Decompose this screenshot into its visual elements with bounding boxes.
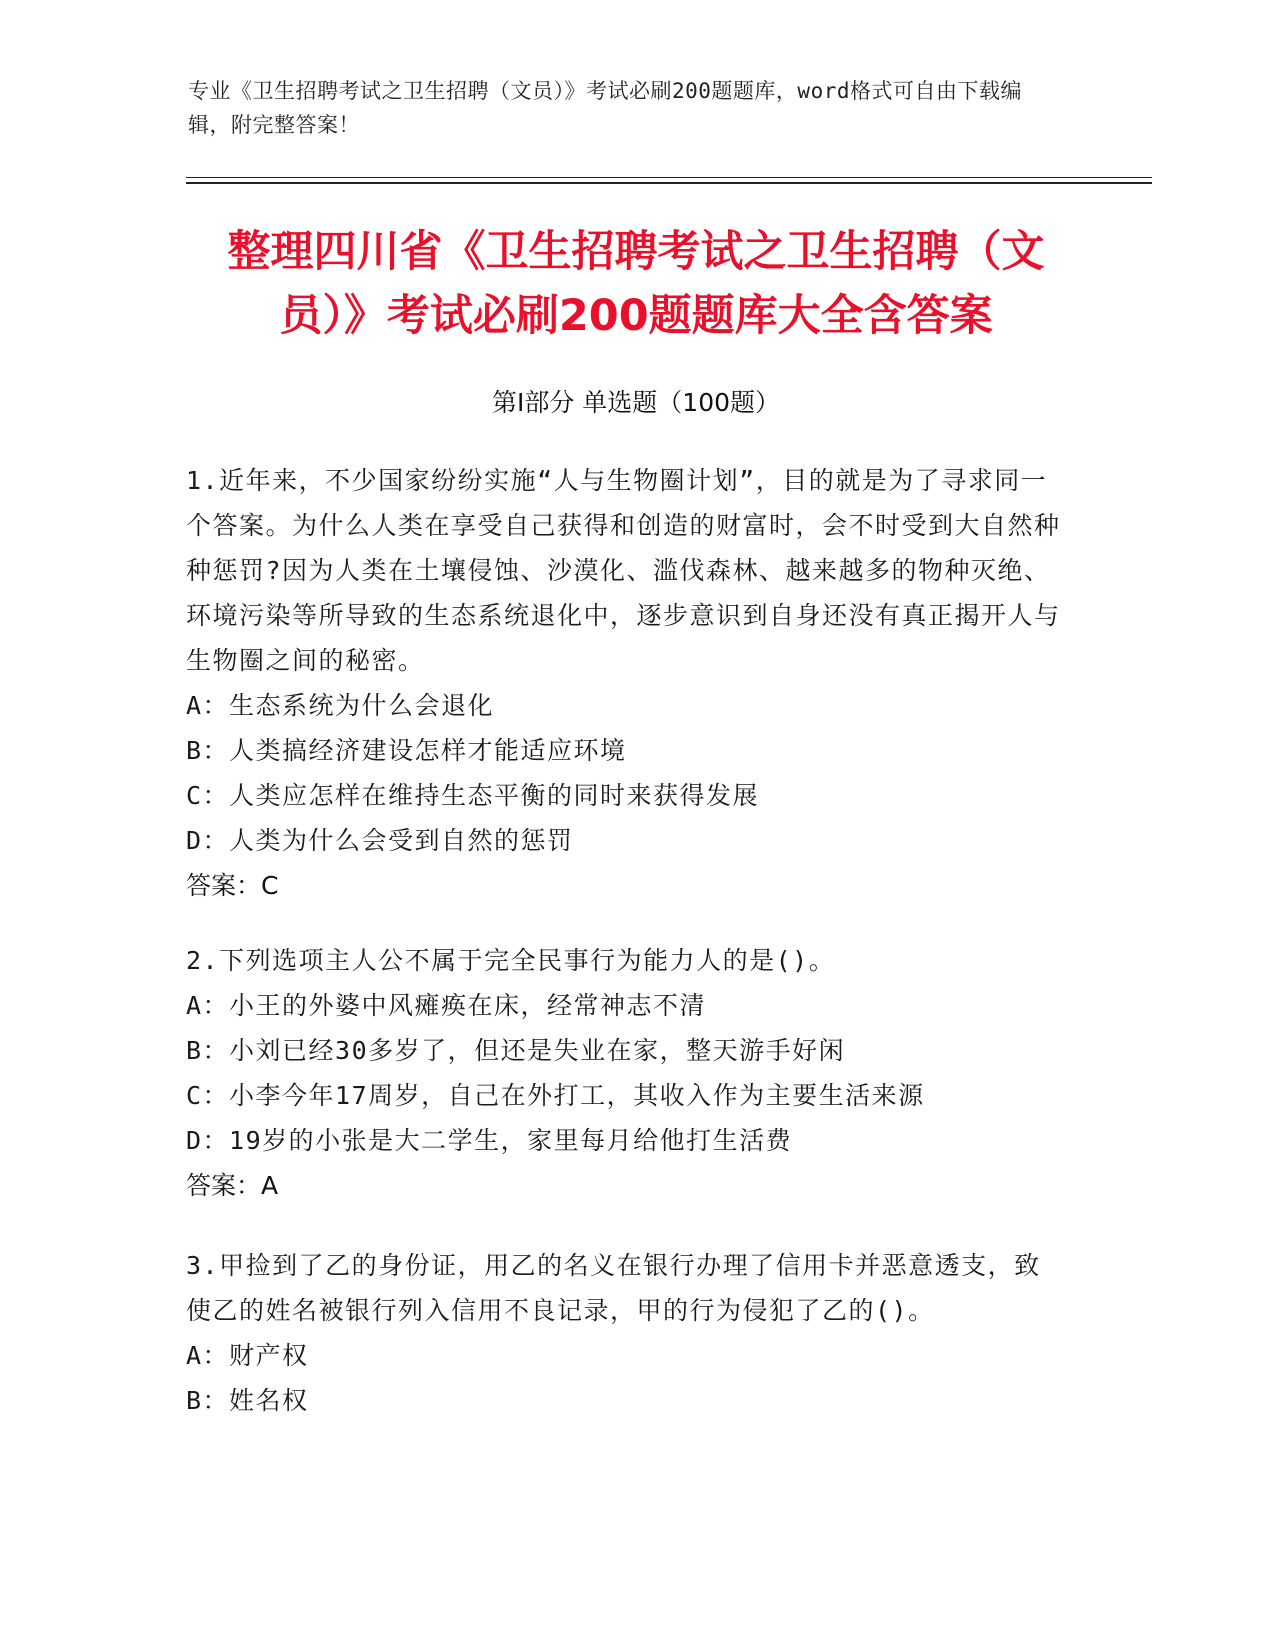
question-stem: 2.下列选项主人公不属于完全民事行为能力人的是()。	[186, 946, 836, 975]
header-divider-thick	[186, 182, 1152, 184]
question-3	[186, 1243, 1066, 1423]
option-d: D：人类为什么会受到自然的惩罚	[186, 826, 574, 855]
header-note: 专业《卫生招聘考试之卫生招聘（文员）》考试必刷200题题库，word格式可自由下载编辑，附完整答案！	[188, 79, 1022, 137]
answer-label: 答案：C	[186, 871, 279, 900]
section-heading: 第Ⅰ部分 单选题（100题）	[491, 388, 781, 417]
document-title: 整理四川省《卫生招聘考试之卫生招聘（文员）》考试必刷200题题库大全含答案	[227, 227, 1045, 341]
answer-label: 答案：A	[186, 1171, 279, 1200]
question-1	[186, 458, 1066, 908]
question-2	[186, 938, 1066, 1208]
option-d: D：19岁的小张是大二学生，家里每月给他打生活费	[186, 1126, 793, 1155]
option-c: C：小李今年17周岁，自己在外打工，其收入作为主要生活来源	[186, 1081, 925, 1110]
option-b: B：人类搞经济建设怎样才能适应环境	[186, 736, 627, 765]
header-divider-thin	[186, 177, 1152, 178]
question-stem: 3.甲捡到了乙的身份证，用乙的名义在银行办理了信用卡并恶意透支，致使乙的姓名被银行列入信用不良记录，甲的行为侵犯了乙的()。	[186, 1251, 1041, 1325]
option-c: C：人类应怎样在维持生态平衡的同时来获得发展	[186, 781, 760, 810]
question-stem: 1.近年来，不少国家纷纷实施“人与生物圈计划”，目的就是为了寻求同一个答案。为什么人类在享受自己获得和创造的财富时，会不时受到大自然种种惩罚?因为人类在土壤侵蚀、沙漠化、滥伐森林、越来越多的物种灭绝、环境污染等所导致的生态系统退化中，逐步意识到自身还没有真正揭开人与生物圈之间的秘密。	[186, 466, 1061, 675]
option-b: B：姓名权	[186, 1386, 309, 1415]
option-a: A：财产权	[186, 1341, 309, 1370]
option-b: B：小刘已经30多岁了，但还是失业在家，整天游手好闲	[186, 1036, 846, 1065]
option-a: A：小王的外婆中风瘫痪在床，经常神志不清	[186, 991, 707, 1020]
option-a: A：生态系统为什么会退化	[186, 691, 495, 720]
